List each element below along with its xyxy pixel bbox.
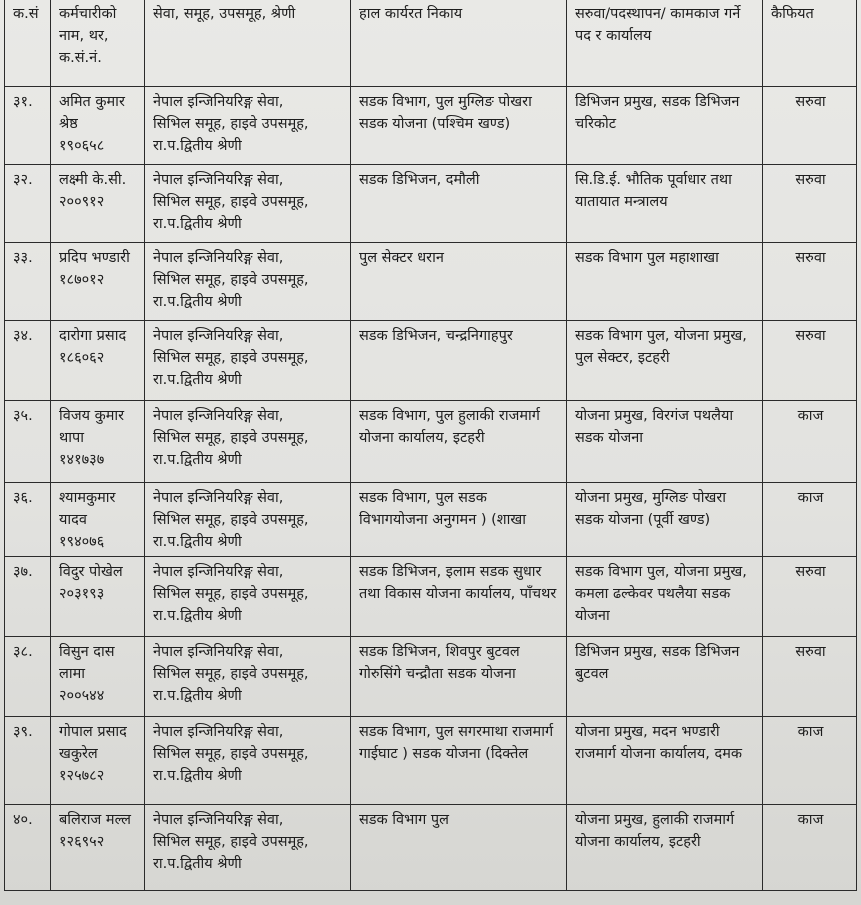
service-grade: रा.प.द्वितीय श्रेणी: [153, 452, 242, 468]
service-group: सिभिल समूह, हाइवे उपसमूह,: [153, 194, 309, 210]
employee-name: बलिराज मल्ल: [59, 812, 131, 828]
employee-name: गोपाल प्रसाद खकुरेल: [59, 724, 127, 762]
new-post-cell: [567, 165, 763, 243]
employee-cell: [51, 87, 145, 165]
new-post-office: सि.डि.ई. भौतिक पूर्वाधार तथा यातायात मन्त्रालय: [575, 172, 732, 210]
employee-cell: [51, 717, 145, 805]
employee-cell: [51, 165, 145, 243]
new-post-cell: [567, 243, 763, 321]
employee-name: दारोगा प्रसाद: [59, 328, 127, 344]
service-name: नेपाल इन्जिनियरिङ्ग सेवा,: [153, 94, 284, 110]
employee-name: लक्ष्मी के.सी.: [59, 172, 127, 188]
remark-value: काज: [797, 724, 824, 740]
remarks-cell: [763, 321, 857, 401]
remark-value: काज: [797, 812, 824, 828]
employee-cell: [51, 637, 145, 717]
serial-number-cell: [5, 87, 51, 165]
table-row: [5, 87, 857, 165]
remark-value: सरुवा: [795, 94, 826, 110]
new-post-cell: [567, 87, 763, 165]
new-post-office: सडक विभाग पुल महाशाखा: [575, 250, 719, 266]
remarks-cell: [763, 557, 857, 637]
current-office-cell: [351, 483, 567, 557]
serial-number: ३२.: [13, 172, 33, 188]
current-office-cell: [351, 805, 567, 891]
serial-number-cell: [5, 243, 51, 321]
employee-cell: [51, 483, 145, 557]
service-group: सिभिल समूह, हाइवे उपसमूह,: [153, 430, 309, 446]
remark-value: काज: [797, 490, 824, 506]
employee-cell: [51, 805, 145, 891]
new-post-cell: [567, 321, 763, 401]
remark-value: सरुवा: [795, 250, 826, 266]
remarks-cell: [763, 717, 857, 805]
service-grade: रा.प.द्वितीय श्रेणी: [153, 294, 242, 310]
service-group: सिभिल समूह, हाइवे उपसमूह,: [153, 666, 309, 682]
remarks-cell: [763, 87, 857, 165]
current-office-cell: [351, 321, 567, 401]
header-service-group: सेवा, समूह, उपसमूह, श्रेणी: [145, 0, 351, 87]
remark-value: सरुवा: [795, 172, 826, 188]
remarks-cell: [763, 243, 857, 321]
service-grade: रा.प.द्वितीय श्रेणी: [153, 138, 242, 154]
new-post-office: डिभिजन प्रमुख, सडक डिभिजन बुटवल: [575, 644, 740, 682]
serial-number: ३४.: [13, 328, 33, 344]
current-office-cell: [351, 87, 567, 165]
new-post-office: सडक विभाग पुल, योजना प्रमुख, पुल सेक्टर, इटहरी: [575, 328, 747, 366]
employee-id: १२५७८२: [59, 768, 105, 784]
employee-id: १८७०१२: [59, 272, 105, 288]
service-group: सिभिल समूह, हाइवे उपसमूह,: [153, 834, 309, 850]
remark-value: सरुवा: [795, 328, 826, 344]
table-row: [5, 805, 857, 891]
service-cell: [145, 243, 351, 321]
serial-number-cell: [5, 557, 51, 637]
remarks-cell: [763, 483, 857, 557]
service-grade: रा.प.द्वितीय श्रेणी: [153, 856, 242, 872]
serial-number: ३५.: [13, 408, 33, 424]
service-cell: [145, 637, 351, 717]
serial-number: ३७.: [13, 564, 33, 580]
serial-number: ३१.: [13, 94, 33, 110]
new-post-office: योजना प्रमुख, विरगंज पथलैया सडक योजना: [575, 408, 734, 446]
new-post-cell: [567, 483, 763, 557]
employee-name: विदुर पोखेल: [59, 564, 123, 580]
service-grade: रा.प.द्वितीय श्रेणी: [153, 372, 242, 388]
remark-value: सरुवा: [795, 644, 826, 660]
table-row: [5, 321, 857, 401]
transfer-table: [4, 0, 857, 891]
employee-cell: [51, 243, 145, 321]
new-post-cell: [567, 637, 763, 717]
serial-number-cell: [5, 805, 51, 891]
new-post-office: डिभिजन प्रमुख, सडक डिभिजन चरिकोट: [575, 94, 740, 132]
table-row: [5, 637, 857, 717]
remarks-cell: [763, 165, 857, 243]
employee-name: विसुन दास लामा: [59, 644, 115, 682]
employee-id: २००९१२: [59, 194, 105, 210]
serial-number-cell: [5, 165, 51, 243]
header-new-post-office: सरुवा/पदस्थापन/ कामकाज गर्ने पद र कार्यालय: [567, 0, 763, 87]
serial-number-cell: [5, 717, 51, 805]
current-office: सडक विभाग, पुल मुग्लिङ पोखरा सडक योजना (पश्चिम खण्ड): [359, 94, 532, 132]
service-grade: रा.प.द्वितीय श्रेणी: [153, 688, 242, 704]
current-office: सडक विभाग, पुल सडक विभागयोजना अनुगमन ) (शाखा: [359, 490, 527, 528]
current-office: सडक डिभिजन, दमौली: [359, 172, 480, 188]
table-row: [5, 717, 857, 805]
header-serial-number: क.सं: [5, 0, 51, 87]
service-name: नेपाल इन्जिनियरिङ्ग सेवा,: [153, 812, 284, 828]
employee-cell: [51, 401, 145, 483]
service-grade: रा.प.द्वितीय श्रेणी: [153, 216, 242, 232]
serial-number-cell: [5, 401, 51, 483]
employee-name: विजय कुमार थापा: [59, 408, 125, 446]
table-row: [5, 401, 857, 483]
current-office-cell: [351, 401, 567, 483]
service-name: नेपाल इन्जिनियरिङ्ग सेवा,: [153, 250, 284, 266]
header-current-office: हाल कार्यरत निकाय: [351, 0, 567, 87]
current-office-cell: [351, 717, 567, 805]
serial-number-cell: [5, 321, 51, 401]
new-post-cell: [567, 401, 763, 483]
employee-cell: [51, 321, 145, 401]
service-grade: रा.प.द्वितीय श्रेणी: [153, 768, 242, 784]
header-row: [5, 0, 857, 87]
employee-name: प्रदिप भण्डारी: [59, 250, 130, 266]
table-row: [5, 557, 857, 637]
current-office-cell: [351, 637, 567, 717]
service-name: नेपाल इन्जिनियरिङ्ग सेवा,: [153, 564, 284, 580]
service-name: नेपाल इन्जिनियरिङ्ग सेवा,: [153, 172, 284, 188]
employee-id: १८६०६२: [59, 350, 105, 366]
current-office: सडक डिभिजन, इलाम सडक सुधार तथा विकास योजना कार्यालय, पाँचथर: [359, 564, 557, 602]
serial-number: ३६.: [13, 490, 33, 506]
new-post-cell: [567, 557, 763, 637]
current-office: सडक डिभिजन, चन्द्रनिगाहपुर: [359, 328, 513, 344]
current-office-cell: [351, 165, 567, 243]
header-remarks: कैफियत: [763, 0, 857, 87]
table-row: [5, 483, 857, 557]
header-employee-name: कर्मचारीको नाम, थर, क.सं.नं.: [51, 0, 145, 87]
service-cell: [145, 165, 351, 243]
remarks-cell: [763, 401, 857, 483]
employee-id: २०३१९३: [59, 586, 105, 602]
current-office: सडक विभाग, पुल हुलाकी राजमार्ग योजना कार्यालय, इटहरी: [359, 408, 540, 446]
service-cell: [145, 483, 351, 557]
employee-id: २००५४४: [59, 688, 105, 704]
current-office-cell: [351, 557, 567, 637]
employee-name: श्यामकुमार यादव: [59, 490, 116, 528]
new-post-office: सडक विभाग पुल, योजना प्रमुख, कमला ढल्केवर पथलैया सडक योजना: [575, 564, 747, 624]
service-cell: [145, 805, 351, 891]
service-group: सिभिल समूह, हाइवे उपसमूह,: [153, 350, 309, 366]
service-cell: [145, 717, 351, 805]
service-cell: [145, 557, 351, 637]
new-post-office: योजना प्रमुख, मुग्लिङ पोखरा सडक योजना (पूर्वी खण्ड): [575, 490, 727, 528]
employee-cell: [51, 557, 145, 637]
remark-value: सरुवा: [795, 564, 826, 580]
service-group: सिभिल समूह, हाइवे उपसमूह,: [153, 586, 309, 602]
service-name: नेपाल इन्जिनियरिङ्ग सेवा,: [153, 490, 284, 506]
new-post-office: योजना प्रमुख, मदन भण्डारी राजमार्ग योजना कार्यालय, दमक: [575, 724, 743, 762]
service-name: नेपाल इन्जिनियरिङ्ग सेवा,: [153, 328, 284, 344]
employee-id: १९०६५८: [59, 138, 105, 154]
service-name: नेपाल इन्जिनियरिङ्ग सेवा,: [153, 724, 284, 740]
table-row: [5, 243, 857, 321]
current-office: सडक विभाग पुल: [359, 812, 449, 828]
service-grade: रा.प.द्वितीय श्रेणी: [153, 534, 242, 550]
service-group: सिभिल समूह, हाइवे उपसमूह,: [153, 116, 309, 132]
employee-id: १४१७३७: [59, 452, 105, 468]
service-group: सिभिल समूह, हाइवे उपसमूह,: [153, 746, 309, 762]
serial-number: ३३.: [13, 250, 33, 266]
service-group: सिभिल समूह, हाइवे उपसमूह,: [153, 272, 309, 288]
current-office: पुल सेक्टर धरान: [359, 250, 444, 266]
employee-id: १२६९५२: [59, 834, 105, 850]
service-cell: [145, 401, 351, 483]
remarks-cell: [763, 637, 857, 717]
new-post-cell: [567, 805, 763, 891]
current-office: सडक डिभिजन, शिवपुर बुटवल गोरुसिंगे चन्द्रौता सडक योजना: [359, 644, 520, 682]
service-name: नेपाल इन्जिनियरिङ्ग सेवा,: [153, 644, 284, 660]
remark-value: काज: [797, 408, 824, 424]
service-name: नेपाल इन्जिनियरिङ्ग सेवा,: [153, 408, 284, 424]
remarks-cell: [763, 805, 857, 891]
serial-number-cell: [5, 483, 51, 557]
employee-id: १९४०७६: [59, 534, 105, 550]
serial-number: ३८.: [13, 644, 33, 660]
current-office-cell: [351, 243, 567, 321]
service-grade: रा.प.द्वितीय श्रेणी: [153, 608, 242, 624]
new-post-cell: [567, 717, 763, 805]
employee-name: अमित कुमार श्रेष्ठ: [59, 94, 125, 132]
serial-number-cell: [5, 637, 51, 717]
current-office: सडक विभाग, पुल सगरमाथा राजमार्ग गाईघाट ) सडक योजना (दिक्तेल: [359, 724, 554, 762]
service-group: सिभिल समूह, हाइवे उपसमूह,: [153, 512, 309, 528]
serial-number: ३९.: [13, 724, 33, 740]
service-cell: [145, 87, 351, 165]
table-row: [5, 165, 857, 243]
new-post-office: योजना प्रमुख, हुलाकी राजमार्ग योजना कार्यालय, इटहरी: [575, 812, 735, 850]
service-cell: [145, 321, 351, 401]
serial-number: ४०.: [13, 812, 33, 828]
